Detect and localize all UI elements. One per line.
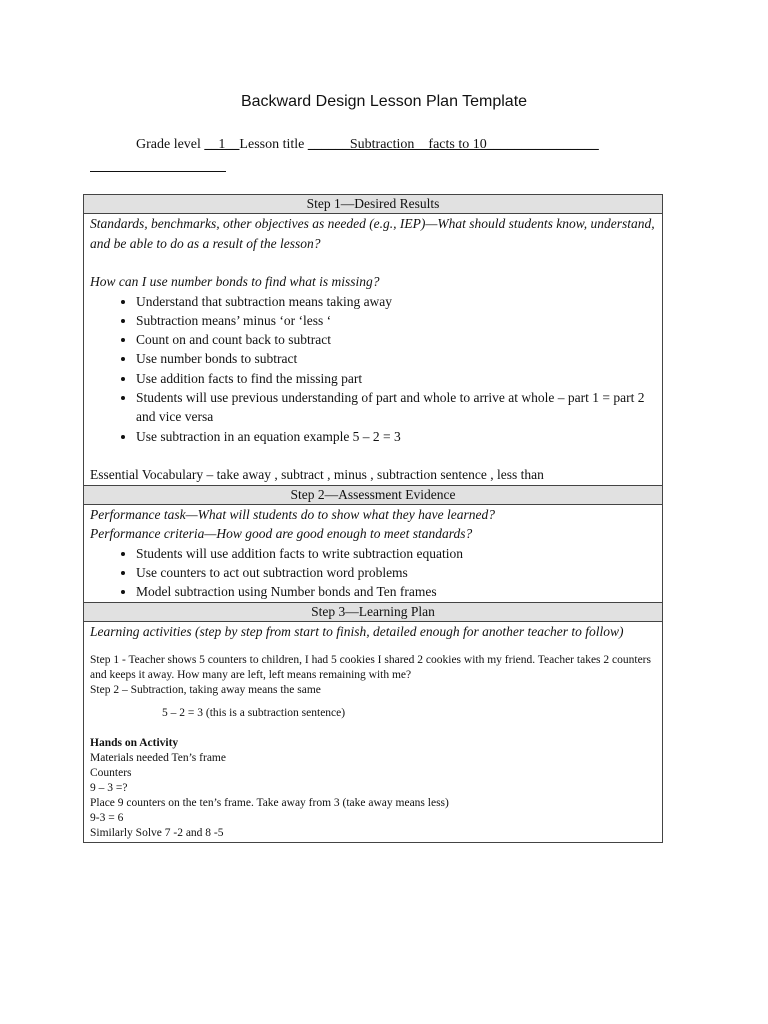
lesson-plan-table	[83, 194, 663, 843]
step1-prompt: Standards, benchmarks, other objectives as needed (e.g., IEP)—What should students know, understand, and be able to do as a result of the lesson?	[90, 216, 655, 251]
grade-value: __1__	[204, 137, 240, 152]
performance-criteria: Performance criteria—How good are good enough to meet standards?	[90, 526, 473, 542]
blank-underline	[90, 171, 226, 172]
step3-content-row	[84, 621, 663, 843]
step2-content-row	[84, 504, 663, 602]
list-item: • Use subtraction in an equation example 5 – 2 = 3	[136, 427, 656, 446]
lesson-label: Lesson title	[239, 137, 308, 152]
list-item: • Use counters to act out subtraction word problems	[136, 563, 656, 582]
activity-line: 9-3 = 6	[90, 812, 124, 825]
step3-content	[84, 621, 663, 843]
step1-header-row	[84, 195, 663, 214]
step3-header-row	[84, 602, 663, 621]
step1-content-row	[84, 214, 663, 486]
spacer	[90, 641, 656, 653]
document-title: Backward Design Lesson Plan Template	[240, 93, 528, 110]
performance-task: Performance task—What will students do to show what they have learned?	[90, 506, 495, 522]
grade-lesson-line	[136, 137, 599, 153]
list-item: • Understand that subtraction means taking away	[136, 292, 656, 311]
step2-bullet-list	[90, 544, 656, 602]
list-item: • Students will use addition facts to write subtraction equation	[136, 544, 656, 563]
list-item: • Students will use previous understanding of part and whole to arrive at whole – part 1 = part 2 and vice versa	[136, 388, 656, 427]
list-item: • Subtraction means’ minus ‘or ‘less ‘	[136, 311, 656, 330]
list-item: • Use addition facts to find the missing part	[136, 369, 656, 388]
step3-header: Step 3—Learning Plan	[84, 602, 663, 621]
spacer	[90, 721, 656, 736]
step1-bullet-list	[90, 292, 656, 446]
activity-line: Similarly Solve 7 -2 and 8 -5	[90, 827, 224, 840]
spacer	[90, 446, 656, 465]
spacer	[90, 698, 656, 706]
learning-step-1: Step 1 - Teacher shows 5 counters to children, I had 5 cookies I shared 2 cookies with my friend. Teacher takes 2 counters and keeps it away. How many are left, left means remaining with me?	[90, 654, 651, 682]
list-item: • Use number bonds to subtract	[136, 349, 656, 368]
activity-line: Place 9 counters on the ten’s frame. Take away from 3 (take away means less)	[90, 797, 449, 810]
lesson-value: ______Subtraction facts to 10________________	[307, 137, 599, 152]
list-item: • Model subtraction using Number bonds and Ten frames	[136, 582, 656, 601]
step2-header: Step 2—Assessment Evidence	[84, 485, 663, 504]
learning-step-2: Step 2 – Subtraction, taking away means the same	[90, 684, 321, 697]
activity-line: Materials needed Ten’s frame	[90, 752, 226, 765]
list-item: • Count on and count back to subtract	[136, 330, 656, 349]
essential-vocabulary: Essential Vocabulary – take away , subtract , minus , subtraction sentence , less than	[90, 466, 544, 482]
step1-content	[84, 214, 663, 486]
step1-question: How can I use number bonds to find what is missing?	[90, 274, 380, 289]
activity-line: Counters	[90, 767, 132, 780]
grade-label: Grade level	[136, 137, 205, 152]
spacer	[90, 253, 656, 272]
step2-header-row	[84, 485, 663, 504]
activity-line: 9 – 3 =?	[90, 782, 128, 795]
step2-content	[84, 504, 663, 602]
subtraction-equation: 5 – 2 = 3 (this is a subtraction sentence)	[162, 707, 346, 720]
step3-prompt: Learning activities (step by step from start to finish, detailed enough for another teacher to follow)	[90, 623, 624, 639]
activity-title: Hands on Activity	[90, 737, 179, 750]
step1-header: Step 1—Desired Results	[84, 195, 663, 214]
